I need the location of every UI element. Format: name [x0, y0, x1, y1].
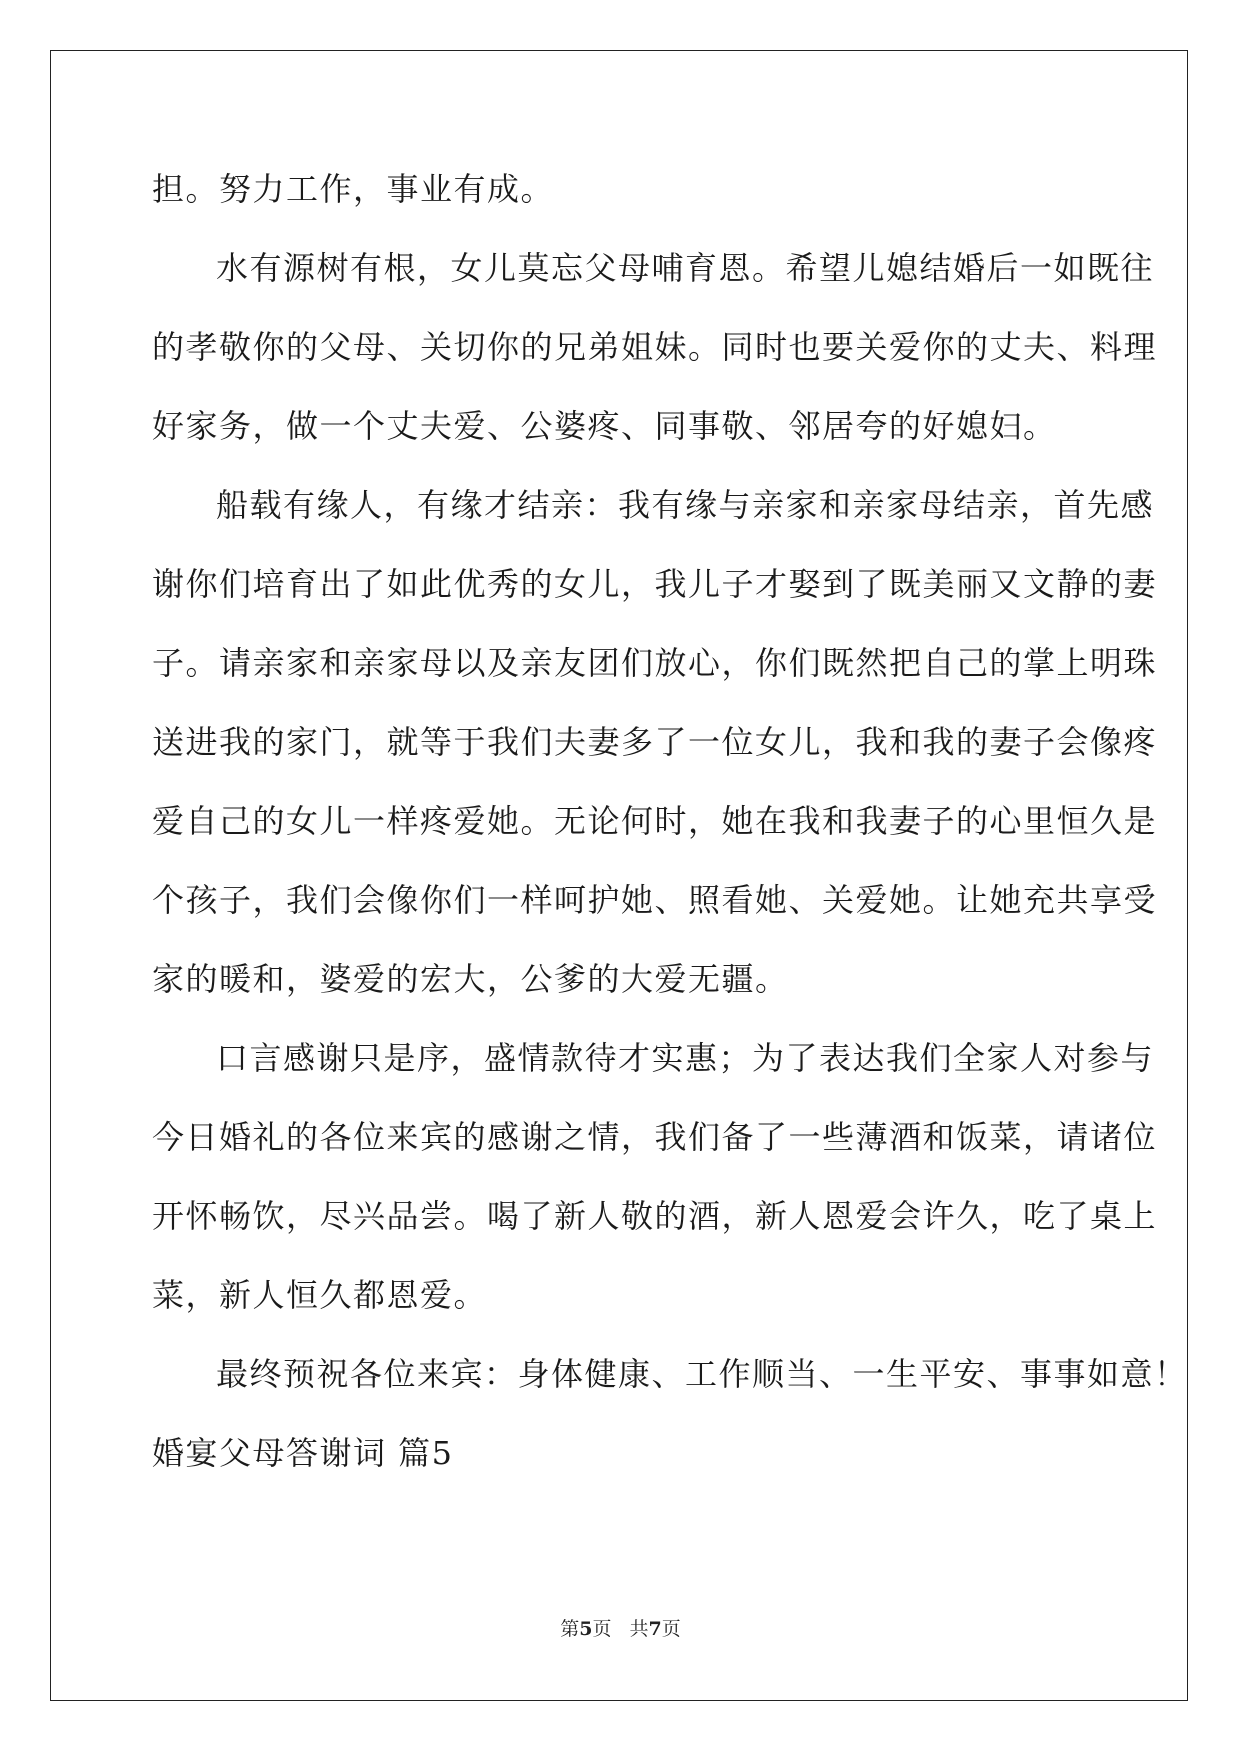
text-line: 谢你们培育出了如此优秀的女儿，我儿子才娶到了既美丽又文静的妻: [152, 565, 1158, 603]
text-line: 最终预祝各位来宾：身体健康、工作顺当、一生平安、事事如意！: [216, 1355, 1188, 1393]
text-line: 个孩子，我们会像你们一样呵护她、照看她、关爱她。让她充共享受: [152, 881, 1158, 919]
text-line: 子。请亲家和亲家母以及亲友团们放心，你们既然把自己的掌上明珠: [152, 644, 1158, 682]
paragraph: [152, 1019, 1158, 1335]
section-heading: 婚宴父母答谢词 篇5: [152, 1434, 454, 1472]
text-line: 口言感谢只是序，盛情款待才实惠；为了表达我们全家人对参与: [216, 1039, 1155, 1077]
text-line: 好家务，做一个丈夫爱、公婆疼、同事敬、邻居夸的好媳妇。: [152, 407, 1057, 445]
page-number: 5: [579, 1618, 593, 1640]
text-line: 今日婚礼的各位来宾的感谢之情，我们备了一些薄酒和饭菜，请诸位: [152, 1118, 1158, 1156]
text-line: 的孝敬你的父母、关切你的兄弟姐妹。同时也要关爱你的丈夫、料理: [152, 328, 1158, 366]
text-line: 家的暖和，婆爱的宏大，公爹的大爱无疆。: [152, 960, 789, 998]
total-prefix: 共: [629, 1618, 649, 1640]
document-body: [152, 150, 1188, 1493]
page-footer: [0, 1614, 1241, 1641]
text-line: 爱自己的女儿一样疼爱她。无论何时，她在我和我妻子的心里恒久是: [152, 802, 1158, 840]
paragraph: [152, 150, 1088, 229]
text-line: 送进我的家门，就等于我们夫妻多了一位女儿，我和我的妻子会像疼: [152, 723, 1158, 761]
text-line: 开怀畅饮，尽兴品尝。喝了新人敬的酒，新人恩爱会许久，吃了桌上: [152, 1197, 1158, 1235]
text-line: 水有源树有根，女儿莫忘父母哺育恩。希望儿媳结婚后一如既往: [216, 249, 1155, 287]
paragraph: [152, 1335, 1188, 1414]
text-line: 船载有缘人，有缘才结亲：我有缘与亲家和亲家母结亲，首先感: [216, 486, 1155, 524]
page-prefix: 第: [560, 1618, 580, 1640]
paragraph: [152, 466, 1158, 1019]
paragraph: [152, 229, 1158, 466]
total-pages: 7: [648, 1618, 662, 1640]
text-line: 菜，新人恒久都恩爱。: [152, 1276, 488, 1314]
total-suffix: 页: [661, 1618, 681, 1640]
page-suffix: 页: [592, 1618, 612, 1640]
text-line: 担。努力工作，事业有成。: [152, 170, 555, 208]
